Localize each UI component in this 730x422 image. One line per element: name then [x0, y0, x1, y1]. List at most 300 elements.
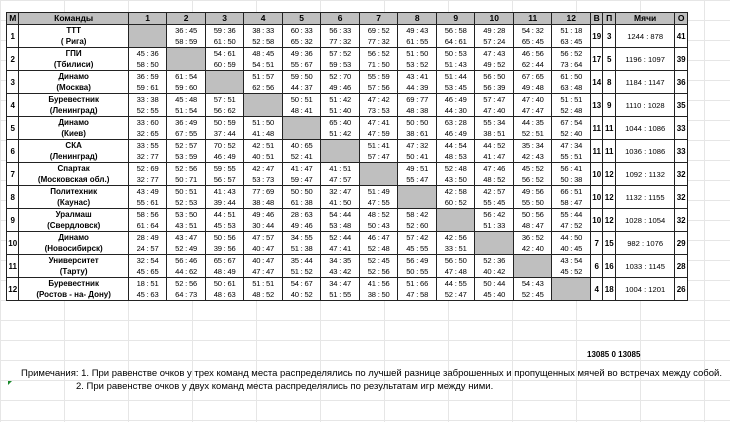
- table-row: [7, 48, 688, 71]
- score-away: 59 : 61: [136, 83, 159, 92]
- score-away: 48 : 63: [213, 290, 236, 299]
- score-cell: [359, 232, 398, 255]
- row-place: 9: [7, 209, 19, 232]
- score-away: 53 : 48: [329, 221, 352, 230]
- score-cell: [321, 209, 360, 232]
- score-home: 51 : 18: [560, 26, 583, 35]
- score-home: 33 : 38: [136, 95, 159, 104]
- score-cell: [205, 94, 244, 117]
- score-home: 44 : 50: [560, 233, 583, 242]
- team-name: [19, 209, 128, 232]
- score-away: 64 : 73: [175, 290, 197, 299]
- score-cell: [359, 255, 398, 278]
- score-away: 48 : 41: [290, 106, 313, 115]
- score-cell: [167, 117, 206, 140]
- score-away: 57 : 47: [367, 152, 390, 161]
- row-balls: 982 : 1076: [615, 232, 674, 255]
- score-away: 49 : 46: [329, 83, 352, 92]
- score-cell: [282, 25, 321, 48]
- score-home: 47 : 43: [483, 49, 506, 58]
- score-home: 50 : 51: [175, 187, 197, 196]
- table-row: [7, 255, 688, 278]
- score-cell: [244, 25, 283, 48]
- score-cell: [244, 209, 283, 232]
- score-cell: [167, 186, 206, 209]
- team-title: Динамо: [58, 118, 89, 127]
- score-cell: [244, 232, 283, 255]
- score-home: 32 : 54: [136, 256, 159, 265]
- score-home: 33 : 60: [136, 118, 159, 127]
- score-cell: [128, 278, 167, 301]
- score-home: 50 : 56: [213, 233, 236, 242]
- score-away: 67 : 55: [175, 129, 197, 138]
- score-away: 63 : 48: [560, 83, 583, 92]
- score-home: 42 : 47: [252, 164, 275, 173]
- score-home: 44 : 51: [213, 210, 236, 219]
- score-away: 60 : 59: [213, 60, 236, 69]
- score-away: 42 : 43: [521, 152, 544, 161]
- team-name: [19, 186, 128, 209]
- score-away: 46 : 49: [213, 152, 236, 161]
- score-away: 52 : 41: [290, 152, 313, 161]
- row-place: 8: [7, 186, 19, 209]
- score-cell: [436, 163, 475, 186]
- header-col: 12: [552, 13, 591, 25]
- score-away: 71 : 50: [367, 60, 390, 69]
- row-wins: 7: [591, 232, 603, 255]
- score-home: 56 : 58: [444, 26, 467, 35]
- row-place: 10: [7, 232, 19, 255]
- table-row: [7, 209, 688, 232]
- score-home: 54 : 61: [213, 49, 236, 58]
- score-away: [129, 36, 167, 47]
- score-cell: [128, 232, 167, 255]
- score-home: 56 : 50: [483, 72, 506, 81]
- score-away: 49 : 48: [521, 83, 544, 92]
- score-cell: [359, 117, 398, 140]
- table-row: [7, 25, 688, 48]
- team-name: [19, 71, 128, 94]
- score-away: 39 : 44: [213, 198, 236, 207]
- score-cell: [282, 71, 321, 94]
- score-cell: [513, 117, 552, 140]
- score-cell: [321, 278, 360, 301]
- row-losses: 16: [603, 255, 615, 278]
- score-away: 56 : 52: [521, 175, 544, 184]
- score-home: 77 : 69: [252, 187, 275, 196]
- score-cell: [167, 255, 206, 278]
- score-away: 47 : 47: [252, 267, 275, 276]
- score-away: 61 : 50: [213, 37, 236, 46]
- score-cell: [128, 255, 167, 278]
- score-home: 45 : 36: [136, 49, 159, 58]
- score-away: 52 : 45: [521, 290, 544, 299]
- score-cell: [552, 25, 591, 48]
- score-away: 50 : 71: [175, 175, 197, 184]
- score-away: 55 : 67: [290, 60, 313, 69]
- score-home: 67 : 54: [560, 118, 583, 127]
- score-cell: [398, 232, 437, 255]
- score-away: 45 : 63: [136, 290, 159, 299]
- score-cell: [513, 186, 552, 209]
- score-away: 32 : 77: [136, 175, 159, 184]
- score-home: 46 : 56: [521, 49, 544, 58]
- score-away: [360, 174, 398, 185]
- score-home: 48 : 45: [252, 49, 275, 58]
- score-away: 55 : 51: [560, 152, 583, 161]
- score-cell: [552, 117, 591, 140]
- score-cell: [244, 71, 283, 94]
- score-home: 50 : 59: [213, 118, 236, 127]
- score-away: 59 : 47: [290, 175, 313, 184]
- row-losses: 12: [603, 186, 615, 209]
- score-away: [321, 151, 359, 162]
- score-home: 47 : 40: [521, 95, 544, 104]
- score-away: 56 : 57: [213, 175, 236, 184]
- score-cell: [244, 94, 283, 117]
- table-row: [7, 117, 688, 140]
- score-cell: [359, 48, 398, 71]
- score-away: [283, 128, 321, 139]
- row-wins: 19: [591, 25, 603, 48]
- score-away: 38 : 48: [252, 198, 275, 207]
- row-wins: 10: [591, 186, 603, 209]
- score-home: 52 : 70: [329, 72, 352, 81]
- team-city: ( Рига): [60, 37, 87, 46]
- score-home: 59 : 50: [290, 72, 313, 81]
- score-home: 56 : 46: [175, 256, 197, 265]
- team-title: СКА: [65, 141, 82, 150]
- score-cell: [436, 71, 475, 94]
- score-away: 50 : 43: [367, 221, 390, 230]
- score-home: 38 : 33: [252, 26, 275, 35]
- score-away: 41 : 47: [483, 152, 506, 161]
- score-away: 51 : 43: [444, 60, 467, 69]
- score-home: 50 : 50: [406, 118, 429, 127]
- row-losses: 3: [603, 25, 615, 48]
- score-away: 64 : 61: [444, 37, 467, 46]
- score-home: [167, 48, 205, 59]
- team-title: Спартак: [57, 164, 90, 173]
- row-wins: 17: [591, 48, 603, 71]
- team-city: (Свердловск): [47, 221, 101, 230]
- score-cell: [436, 209, 475, 232]
- score-away: 40 : 47: [252, 244, 275, 253]
- row-losses: 8: [603, 71, 615, 94]
- score-home: 18 : 51: [136, 279, 159, 288]
- score-cell: [244, 186, 283, 209]
- score-home: 33 : 55: [136, 141, 159, 150]
- score-home: 69 : 77: [406, 95, 429, 104]
- score-home: 56 : 49: [406, 256, 429, 265]
- team-name: [19, 163, 128, 186]
- score-cell: [167, 209, 206, 232]
- score-home: 41 : 47: [290, 164, 313, 173]
- score-away: 51 : 33: [483, 221, 506, 230]
- row-points: 33: [675, 140, 688, 163]
- score-home: 42 : 57: [483, 187, 506, 196]
- row-balls: 1036 : 1086: [615, 140, 674, 163]
- score-home: 28 : 63: [290, 210, 313, 219]
- score-away: 47 : 58: [406, 290, 429, 299]
- team-title: Динамо: [58, 233, 89, 242]
- score-away: 45 : 55: [406, 244, 429, 253]
- score-cell: [244, 117, 283, 140]
- score-cell: [167, 71, 206, 94]
- score-home: 36 : 59: [136, 72, 159, 81]
- row-points: 32: [675, 209, 688, 232]
- score-away: 32 : 77: [136, 152, 159, 161]
- header-col: 2: [167, 13, 206, 25]
- score-home: 46 : 47: [367, 233, 390, 242]
- score-home: 57 : 42: [406, 233, 429, 242]
- score-away: 73 : 64: [560, 60, 583, 69]
- team-city: (Тбилиси): [53, 60, 94, 69]
- score-home: 51 : 50: [252, 118, 275, 127]
- score-cell: [128, 209, 167, 232]
- row-points: 29: [675, 232, 688, 255]
- row-losses: 15: [603, 232, 615, 255]
- score-home: [321, 140, 359, 151]
- score-away: 44 : 37: [290, 83, 313, 92]
- team-name: [19, 25, 128, 48]
- row-points: 32: [675, 163, 688, 186]
- score-away: 38 : 51: [483, 129, 506, 138]
- score-away: 37 : 44: [213, 129, 236, 138]
- score-cell: [205, 255, 244, 278]
- score-away: 47 : 57: [329, 175, 352, 184]
- score-home: 44 : 52: [483, 141, 506, 150]
- score-away: 61 : 55: [406, 37, 429, 46]
- score-away: 32 : 65: [136, 129, 159, 138]
- team-name: [19, 117, 128, 140]
- score-away: 38 : 61: [406, 129, 429, 138]
- score-away: 52 : 53: [175, 198, 197, 207]
- score-cell: [398, 140, 437, 163]
- score-cell: [513, 278, 552, 301]
- team-name: [19, 140, 128, 163]
- score-cell: [513, 232, 552, 255]
- score-cell: [436, 186, 475, 209]
- score-away: 50 : 38: [560, 175, 583, 184]
- row-losses: 9: [603, 94, 615, 117]
- score-home: 40 : 47: [252, 256, 275, 265]
- score-cell: [436, 255, 475, 278]
- row-balls: 1028 : 1054: [615, 209, 674, 232]
- team-city: (Каунас): [57, 198, 91, 207]
- score-home: 50 : 50: [290, 187, 313, 196]
- score-home: [437, 209, 475, 220]
- score-cell: [321, 140, 360, 163]
- score-cell: [321, 163, 360, 186]
- score-cell: [359, 25, 398, 48]
- score-cell: [552, 255, 591, 278]
- score-cell: [475, 48, 514, 71]
- team-name: [19, 94, 128, 117]
- team-name: [19, 255, 128, 278]
- score-home: 28 : 49: [136, 233, 159, 242]
- score-cell: [205, 117, 244, 140]
- score-away: 65 : 32: [290, 37, 313, 46]
- row-wins: 10: [591, 209, 603, 232]
- score-cell: [398, 94, 437, 117]
- score-away: 42 : 40: [521, 244, 544, 253]
- score-home: 42 : 58: [444, 187, 467, 196]
- score-home: 50 : 53: [444, 49, 467, 58]
- score-home: 43 : 41: [406, 72, 429, 81]
- score-cell: [244, 48, 283, 71]
- score-cell: [321, 117, 360, 140]
- score-home: 36 : 45: [175, 26, 197, 35]
- score-cell: [321, 48, 360, 71]
- score-home: 49 : 28: [483, 26, 506, 35]
- score-away: 40 : 42: [483, 267, 506, 276]
- score-cell: [128, 140, 167, 163]
- score-away: 54 : 51: [252, 60, 275, 69]
- score-home: 35 : 34: [521, 141, 544, 150]
- score-cell: [128, 94, 167, 117]
- header-col: 6: [321, 13, 360, 25]
- score-home: 57 : 47: [483, 95, 506, 104]
- score-away: 38 : 50: [367, 290, 390, 299]
- header-points: О: [675, 13, 688, 25]
- score-home: 34 : 55: [290, 233, 313, 242]
- score-away: 33 : 51: [444, 244, 467, 253]
- score-away: 40 : 51: [252, 152, 275, 161]
- score-home: 34 : 35: [329, 256, 352, 265]
- team-city: (Ленинград): [49, 106, 98, 115]
- score-home: 52 : 56: [175, 164, 197, 173]
- score-home: 41 : 51: [329, 164, 352, 173]
- row-wins: 11: [591, 117, 603, 140]
- score-home: 52 : 57: [175, 141, 197, 150]
- score-home: 51 : 42: [329, 95, 352, 104]
- score-home: 51 : 49: [367, 187, 390, 196]
- row-losses: 5: [603, 48, 615, 71]
- score-cell: [398, 25, 437, 48]
- score-home: 57 : 52: [329, 49, 352, 58]
- score-cell: [475, 209, 514, 232]
- score-home: 49 : 56: [521, 187, 544, 196]
- score-away: [514, 266, 552, 277]
- score-away: 52 : 48: [560, 106, 583, 115]
- score-cell: [167, 48, 206, 71]
- score-home: 54 : 67: [290, 279, 313, 288]
- score-home: 49 : 36: [290, 49, 313, 58]
- score-cell: [552, 163, 591, 186]
- score-cell: [475, 94, 514, 117]
- table-row: [7, 94, 688, 117]
- score-home: [514, 255, 552, 266]
- score-home: 55 : 59: [367, 72, 390, 81]
- row-balls: 1004 : 1201: [615, 278, 674, 301]
- score-cell: [513, 163, 552, 186]
- score-home: 57 : 51: [213, 95, 236, 104]
- row-losses: 11: [603, 117, 615, 140]
- team-title: Политехник: [50, 187, 98, 196]
- score-home: 54 : 43: [521, 279, 544, 288]
- score-away: 53 : 73: [252, 175, 275, 184]
- table-row: [7, 163, 688, 186]
- row-losses: 12: [603, 209, 615, 232]
- score-cell: [167, 278, 206, 301]
- score-cell: [552, 94, 591, 117]
- header-col: 9: [436, 13, 475, 25]
- row-balls: 1184 : 1147: [615, 71, 674, 94]
- score-cell: [205, 209, 244, 232]
- score-cell: [244, 255, 283, 278]
- score-home: [206, 71, 244, 82]
- score-away: 58 : 50: [136, 60, 159, 69]
- score-away: 48 : 53: [444, 152, 467, 161]
- score-home: 60 : 33: [290, 26, 313, 35]
- score-cell: [282, 117, 321, 140]
- score-home: 56 : 52: [367, 49, 390, 58]
- row-place: 1: [7, 25, 19, 48]
- score-away: 49 : 46: [290, 221, 313, 230]
- team-title: ГПИ: [65, 49, 82, 58]
- score-cell: [205, 278, 244, 301]
- score-home: 47 : 34: [560, 141, 583, 150]
- standings-table: [6, 12, 688, 301]
- team-city: (Москва): [56, 83, 91, 92]
- score-home: 47 : 57: [252, 233, 275, 242]
- score-away: 59 : 60: [175, 83, 197, 92]
- header-place: М: [7, 13, 19, 25]
- score-away: 52 : 47: [444, 290, 467, 299]
- row-balls: 1033 : 1145: [615, 255, 674, 278]
- team-name: [19, 278, 128, 301]
- score-home: 55 : 34: [483, 118, 506, 127]
- score-cell: [167, 25, 206, 48]
- score-home: 44 : 54: [444, 141, 467, 150]
- score-home: 46 : 49: [444, 95, 467, 104]
- row-wins: 4: [591, 278, 603, 301]
- table-row: [7, 71, 688, 94]
- score-cell: [436, 232, 475, 255]
- score-home: 52 : 48: [444, 164, 467, 173]
- score-cell: [205, 25, 244, 48]
- score-cell: [167, 232, 206, 255]
- score-cell: [244, 278, 283, 301]
- score-home: [360, 163, 398, 174]
- score-away: 45 : 65: [136, 267, 159, 276]
- score-home: 59 : 55: [213, 164, 236, 173]
- score-away: 56 : 62: [213, 106, 236, 115]
- row-losses: 11: [603, 140, 615, 163]
- score-away: 52 : 58: [252, 37, 275, 46]
- score-away: 63 : 45: [560, 37, 583, 46]
- score-home: 47 : 42: [367, 95, 390, 104]
- score-home: 36 : 52: [521, 233, 544, 242]
- team-city: (Ростов - на- Дону): [36, 290, 111, 299]
- score-cell: [359, 278, 398, 301]
- score-home: 51 : 51: [252, 279, 275, 288]
- score-away: 48 : 38: [406, 106, 429, 115]
- team-city: (Киев): [61, 129, 86, 138]
- score-home: 58 : 56: [136, 210, 159, 219]
- row-place: 7: [7, 163, 19, 186]
- score-home: 44 : 55: [444, 279, 467, 288]
- score-home: 50 : 61: [213, 279, 236, 288]
- score-cell: [513, 25, 552, 48]
- score-home: 53 : 50: [175, 210, 197, 219]
- score-away: 62 : 56: [252, 83, 275, 92]
- score-home: 47 : 32: [406, 141, 429, 150]
- score-away: 48 : 47: [521, 221, 544, 230]
- score-home: 50 : 44: [483, 279, 506, 288]
- table-row: [7, 140, 688, 163]
